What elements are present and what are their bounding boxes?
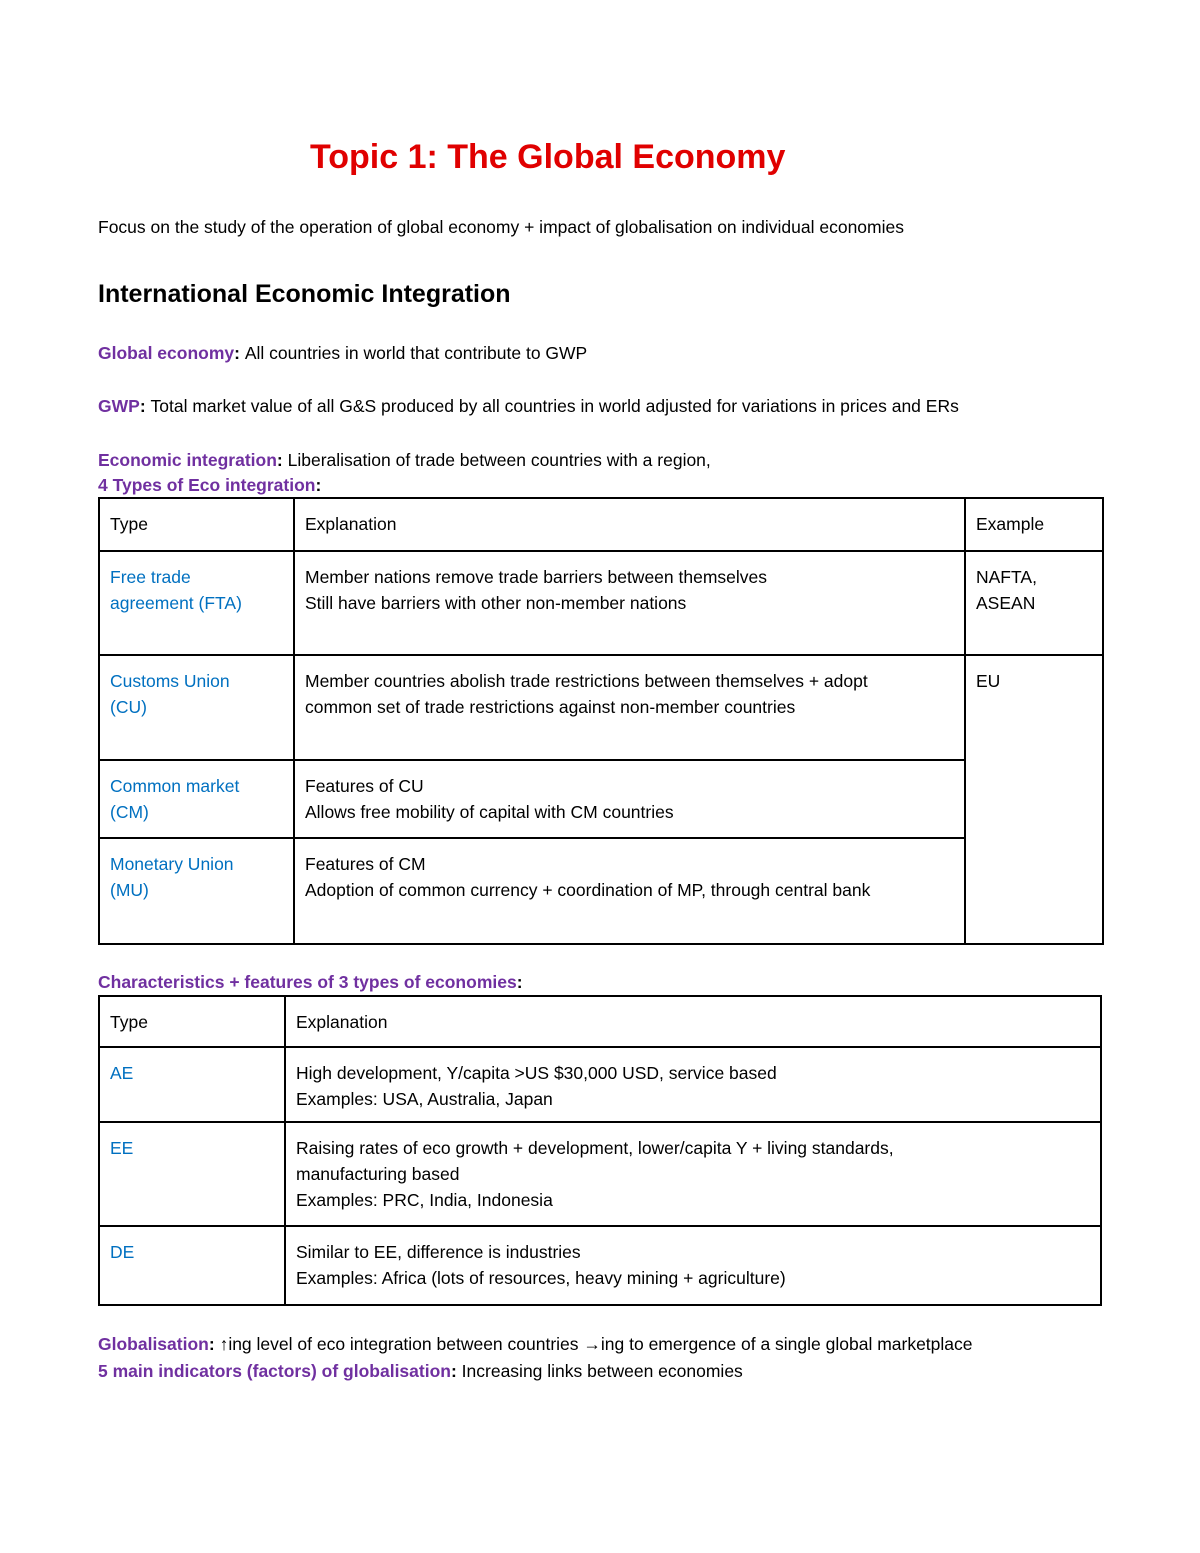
explanation-line: Examples: USA, Australia, Japan <box>296 1089 553 1109</box>
explanation-line: Similar to EE, difference is industries <box>296 1242 581 1262</box>
example-cell <box>965 551 1103 655</box>
term-separator: : <box>315 475 322 495</box>
definition-global-economy <box>98 343 587 364</box>
table-row <box>99 551 1103 655</box>
explanation-cell <box>294 760 965 838</box>
term-label: 4 Types of Eco integration <box>98 475 316 495</box>
definition-globalisation <box>98 1334 973 1355</box>
term-separator: : <box>450 1361 462 1381</box>
header-explanation: Explanation <box>294 498 965 551</box>
type-line: Customs Union <box>110 671 230 691</box>
characteristics-label <box>98 972 523 993</box>
explanation-cell <box>294 838 965 944</box>
explanation-line: Raising rates of eco growth + development, lower/capita Y + living standards, <box>296 1138 894 1158</box>
example-line: ASEAN <box>976 593 1036 613</box>
example-line: NAFTA, <box>976 567 1037 587</box>
example-cell <box>965 655 1103 944</box>
type-line: Monetary Union <box>110 854 234 874</box>
definition-text: Liberalisation of trade between countries with a region, <box>287 450 711 470</box>
economies-table <box>98 995 1102 1306</box>
type-line: agreement (FTA) <box>110 593 242 613</box>
type-line: (CM) <box>110 802 149 822</box>
term-separator: : <box>139 396 151 416</box>
intro-text: Focus on the study of the operation of global economy + impact of globalisation on individual economies <box>98 217 904 237</box>
header-example: Example <box>965 498 1103 551</box>
table-row <box>99 1226 1101 1305</box>
explanation-cell <box>285 1047 1101 1122</box>
explanation-cell <box>294 551 965 655</box>
explanation-cell <box>294 655 965 760</box>
explanation-line: Still have barriers with other non-member nations <box>305 593 687 613</box>
type-line: Free trade <box>110 567 191 587</box>
table-row <box>99 760 1103 838</box>
integration-table <box>98 497 1104 945</box>
header-type: Type <box>99 996 285 1047</box>
table-row <box>99 655 1103 760</box>
example-line: EU <box>976 671 1001 691</box>
type-line: (MU) <box>110 880 149 900</box>
definition-text: ↑ing level of eco integration between countries →ing to emergence of a single global marketplace <box>219 1334 973 1354</box>
page-title: Topic 1: The Global Economy <box>310 138 786 176</box>
explanation-line: Allows free mobility of capital with CM countries <box>305 802 674 822</box>
four-types-label <box>98 475 321 496</box>
explanation-line: Member nations remove trade barriers between themselves <box>305 567 768 587</box>
explanation-line: Features of CU <box>305 776 424 796</box>
type-cell <box>99 760 294 838</box>
explanation-line: Adoption of common currency + coordination of MP, through central bank <box>305 880 871 900</box>
table-row <box>99 838 1103 944</box>
type-cell <box>99 655 294 760</box>
header-type: Type <box>99 498 294 551</box>
term-separator: : <box>516 972 523 992</box>
table-row <box>99 1122 1101 1226</box>
explanation-line: Examples: PRC, India, Indonesia <box>296 1190 553 1210</box>
explanation-cell <box>285 1226 1101 1305</box>
section-heading: International Economic Integration <box>98 280 511 308</box>
explanation-line: common set of trade restrictions against non-member countries <box>305 697 796 717</box>
type-line: (CU) <box>110 697 147 717</box>
table-header-row <box>99 996 1101 1047</box>
definition-text: Total market value of all G&S produced by all countries in world adjusted for variations in prices and ERs <box>150 396 959 416</box>
explanation-line: manufacturing based <box>296 1164 460 1184</box>
definition-gwp <box>98 396 959 417</box>
explanation-cell <box>285 1122 1101 1226</box>
header-explanation: Explanation <box>285 996 1101 1047</box>
type-cell: AE <box>99 1047 285 1122</box>
type-cell <box>99 551 294 655</box>
definition-text: All countries in world that contribute to GWP <box>244 343 588 363</box>
term-label: Globalisation <box>98 1334 209 1354</box>
type-cell: EE <box>99 1122 285 1226</box>
term-label: Characteristics + features of 3 types of economies <box>98 972 517 992</box>
definition-economic-integration <box>98 450 711 471</box>
type-cell <box>99 838 294 944</box>
table-header-row <box>99 498 1103 551</box>
term-label: Global economy <box>98 343 235 363</box>
table-row <box>99 1047 1101 1122</box>
term-label: Economic integration <box>98 450 277 470</box>
term-separator: : <box>276 450 288 470</box>
term-separator: : <box>234 343 245 363</box>
term-separator: : <box>208 1334 220 1354</box>
explanation-line: High development, Y/capita >US $30,000 USD, service based <box>296 1063 777 1083</box>
definition-indicators <box>98 1361 743 1382</box>
type-line: Common market <box>110 776 240 796</box>
explanation-line: Features of CM <box>305 854 426 874</box>
term-label: GWP <box>98 396 140 416</box>
explanation-line: Member countries abolish trade restrictions between themselves + adopt <box>305 671 868 691</box>
explanation-line: Examples: Africa (lots of resources, heavy mining + agriculture) <box>296 1268 786 1288</box>
term-label: 5 main indicators (factors) of globalisation <box>98 1361 451 1381</box>
definition-text: Increasing links between economies <box>461 1361 743 1381</box>
type-cell: DE <box>99 1226 285 1305</box>
